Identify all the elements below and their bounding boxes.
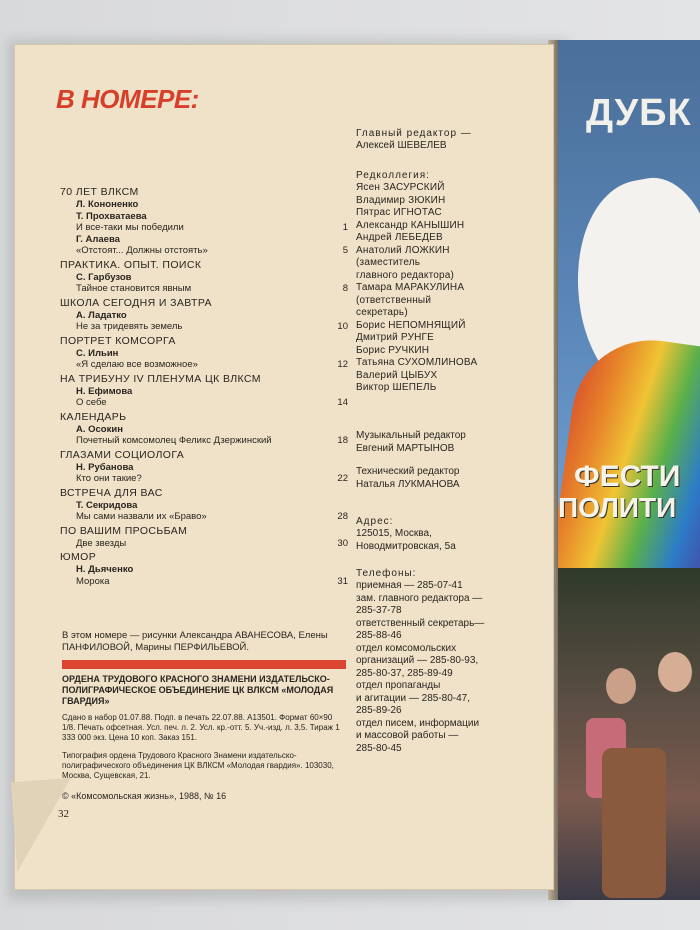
board-member: Ясен ЗАСУРСКИЙ	[356, 182, 445, 193]
board-member: (заместитель	[356, 257, 421, 268]
toc-section	[60, 297, 348, 333]
article-author: Л. Кононенко	[76, 199, 139, 210]
board-member: Владимир ЗЮКИН	[356, 194, 446, 206]
article-title: «Я сделаю все возможное»	[76, 359, 198, 370]
article-entry	[60, 435, 348, 447]
red-divider	[62, 660, 346, 669]
cover-text-line2: ПОЛИТИ	[558, 492, 677, 523]
article-entry	[60, 511, 348, 523]
board-member: Тамара МАРАКУЛИНА	[356, 282, 465, 293]
address-line: 125015, Москва,	[356, 528, 432, 539]
chief-editor-label: Главный редактор —	[356, 128, 472, 139]
toc-section	[60, 449, 348, 485]
toc-section	[60, 335, 348, 371]
article-entry	[60, 538, 348, 550]
phone-line: отдел писем, информации	[356, 717, 480, 729]
board-member: Татьяна СУХОМЛИНОВА	[356, 357, 478, 368]
article-page: 30	[337, 537, 348, 549]
toc-section	[60, 373, 348, 409]
cover-text-line1: ФЕСТИ	[574, 460, 681, 493]
address-label: Адрес:	[356, 516, 394, 527]
board-member: секретарь)	[356, 307, 408, 318]
photo-face	[606, 668, 636, 704]
article-page: 14	[337, 397, 348, 408]
board-member: Борис НЕПОМНЯЩИЙ	[356, 319, 466, 331]
address-block	[356, 516, 536, 553]
phone-line: 285-88-46	[356, 630, 402, 641]
tech-editor	[356, 466, 536, 491]
article-title: Морока	[76, 575, 110, 587]
article-title: Не за тридевять земель	[76, 321, 183, 332]
article-author: А. Осокин	[76, 423, 123, 435]
chief-editor-name: Алексей ШЕВЕЛЕВ	[356, 140, 447, 151]
toc-section	[60, 551, 348, 587]
article-author: С. Ильин	[76, 347, 119, 359]
tech-editor-name: Наталья ЛУКМАНОВА	[356, 478, 460, 490]
publisher-org: ОРДЕНА ТРУДОВОГО КРАСНОГО ЗНАМЕНИ ИЗДАТЕЛЬСКО-ПОЛИГРАФИЧЕСКОЕ ОБЪЕДИНЕНИЕ ЦК ВЛКСМ «МОЛОДАЯ ГВАРДИЯ»	[62, 674, 334, 706]
copyright: © «Комсомольская жизнь», 1988, № 16	[62, 791, 227, 801]
article-page: 12	[337, 359, 348, 370]
article-page: 28	[337, 511, 348, 522]
address-line: Новодмитровская, 5а	[356, 540, 456, 552]
article-author: Н. Рубанова	[76, 461, 134, 473]
board-member: Валерий ЦЫБУХ	[356, 369, 438, 381]
photo-face	[658, 652, 692, 692]
imprint-block	[62, 674, 346, 802]
article-entry	[60, 473, 348, 485]
photo-drum	[602, 748, 666, 898]
tech-editor-label: Технический редактор	[356, 466, 460, 477]
article-page: 18	[337, 435, 348, 446]
article-author: Н. Ефимова	[76, 385, 133, 397]
phone-line: организаций — 285-80-93,	[356, 655, 479, 666]
article-title: Две звезды	[76, 537, 127, 549]
article-title: Почетный комсомолец Феликс Дзержинский	[76, 435, 272, 446]
editorial-board	[356, 170, 536, 395]
article-author: Г. Алаева	[76, 233, 120, 245]
board-member: Александр КАНЫШИН	[356, 219, 465, 231]
editorial-staff	[356, 128, 536, 153]
article-entry	[60, 397, 348, 409]
board-member: Дмитрий РУНГЕ	[356, 332, 435, 343]
article-entry	[60, 576, 348, 588]
article-page: 22	[337, 473, 348, 484]
section-title: ПО ВАШИМ ПРОСЬБАМ	[60, 524, 188, 537]
board-member: главного редактора)	[356, 269, 455, 281]
toc-section	[60, 487, 348, 523]
page-number: 32	[58, 808, 69, 820]
article-author: А. Ладатко	[76, 309, 127, 321]
article-title: Мы сами назвали их «Браво»	[76, 511, 207, 522]
board-label: Редколлегия:	[356, 170, 430, 181]
article-entry	[60, 321, 348, 333]
article-author: Т. Прохватаева	[76, 210, 147, 222]
table-of-contents	[60, 186, 348, 589]
article-page: 31	[337, 575, 348, 587]
music-editor	[356, 430, 536, 455]
typography-info: Типография ордена Трудового Красного Знамени издательско-полиграфического объединения ЦК ВЛКСМ «Молодая гвардия». 103030, Москва, Сущевская, 21.	[62, 751, 334, 780]
section-title: ПРАКТИКА. ОПЫТ. ПОИСК	[60, 258, 202, 271]
board-member: Пятрас ИГНОТАС	[356, 207, 442, 218]
phone-line: 285-37-78	[356, 605, 402, 616]
phone-line: и агитации — 285-80-47,	[356, 692, 471, 704]
music-editor-name: Евгений МАРТЫНОВ	[356, 442, 455, 454]
board-member: (ответственный	[356, 294, 432, 306]
cover-poster	[556, 40, 700, 530]
article-entry	[60, 283, 348, 295]
music-editor-label: Музыкальный редактор	[356, 430, 466, 441]
section-title: КАЛЕНДАРЬ	[60, 410, 127, 423]
phone-line: ответственный секретарь—	[356, 617, 485, 629]
phones-label: Телефоны:	[356, 568, 417, 579]
print-info: Сдано в набор 01.07.88. Подп. в печать 22.07.88. А13501. Формат 60×90 1/8. Печать офсетная. Усл. печ. л. 2. Усл. кр.-отт. 5. Уч.-изд. л. 3,5. Тираж 1 333 000 экз. Цена 10 коп. Заказ 151.	[62, 713, 340, 742]
section-title: НА ТРИБУНУ IV ПЛЕНУМА ЦК ВЛКСМ	[60, 372, 261, 385]
board-member: Борис РУЧКИН	[356, 344, 430, 356]
cover-photo	[556, 568, 700, 900]
cover-title: ДУБК	[586, 92, 692, 134]
board-member: Анатолий ЛОЖКИН	[356, 244, 450, 256]
board-member: Виктор ШЕПЕЛЬ	[356, 382, 437, 393]
article-page: 8	[342, 283, 348, 294]
phone-line: 285-80-37, 285-89-49	[356, 667, 453, 679]
phone-line: отдел пропаганды	[356, 680, 441, 691]
phone-line: 285-80-45	[356, 742, 402, 754]
section-title: ЮМОР	[60, 551, 97, 563]
board-member: Андрей ЛЕБЕДЕВ	[356, 232, 443, 243]
article-entry	[60, 245, 348, 257]
article-page: 5	[342, 245, 348, 256]
article-page: 10	[337, 321, 348, 332]
phone-line: отдел комсомольских	[356, 642, 457, 654]
section-title: ГЛАЗАМИ СОЦИОЛОГА	[60, 448, 185, 461]
phone-line: зам. главного редактора —	[356, 592, 483, 604]
toc-section	[60, 259, 348, 295]
article-title: Тайное становится явным	[76, 283, 192, 294]
article-author: Т. Секридова	[76, 499, 138, 511]
article-page: 1	[342, 222, 348, 233]
article-entry	[60, 222, 348, 234]
section-title: ВСТРЕЧА ДЛЯ ВАС	[60, 486, 163, 499]
toc-section	[60, 411, 348, 447]
phone-line: приемная — 285-07-41	[356, 580, 463, 591]
magazine-cover	[556, 40, 700, 900]
article-title: «Отстоят... Должны отстоять»	[76, 245, 208, 256]
phone-line: 285-89-26	[356, 705, 402, 716]
article-title: Кто они такие?	[76, 473, 142, 484]
phones-block	[356, 568, 536, 755]
contents-heading: В НОМЕРЕ:	[56, 84, 199, 114]
article-author: Н. Дьяченко	[76, 564, 134, 575]
toc-section	[60, 525, 348, 550]
article-author: С. Гарбузов	[76, 271, 132, 283]
article-entry	[60, 359, 348, 371]
section-title: ШКОЛА СЕГОДНЯ И ЗАВТРА	[60, 296, 212, 309]
article-title: И все-таки мы победили	[76, 222, 184, 233]
section-title: ПОРТРЕТ КОМСОРГА	[60, 334, 176, 347]
article-title: О себе	[76, 397, 107, 408]
folded-corner	[11, 778, 77, 872]
artists-credit: В этом номере — рисунки Александра АВАНЕСОВА, Елены ПАНФИЛОВОЙ, Марины ПЕРФИЛЬЕВОЙ.	[62, 630, 328, 653]
toc-section	[60, 186, 348, 257]
phone-line: и массовой работы —	[356, 730, 459, 741]
section-title: 70 ЛЕТ ВЛКСМ	[60, 186, 139, 198]
